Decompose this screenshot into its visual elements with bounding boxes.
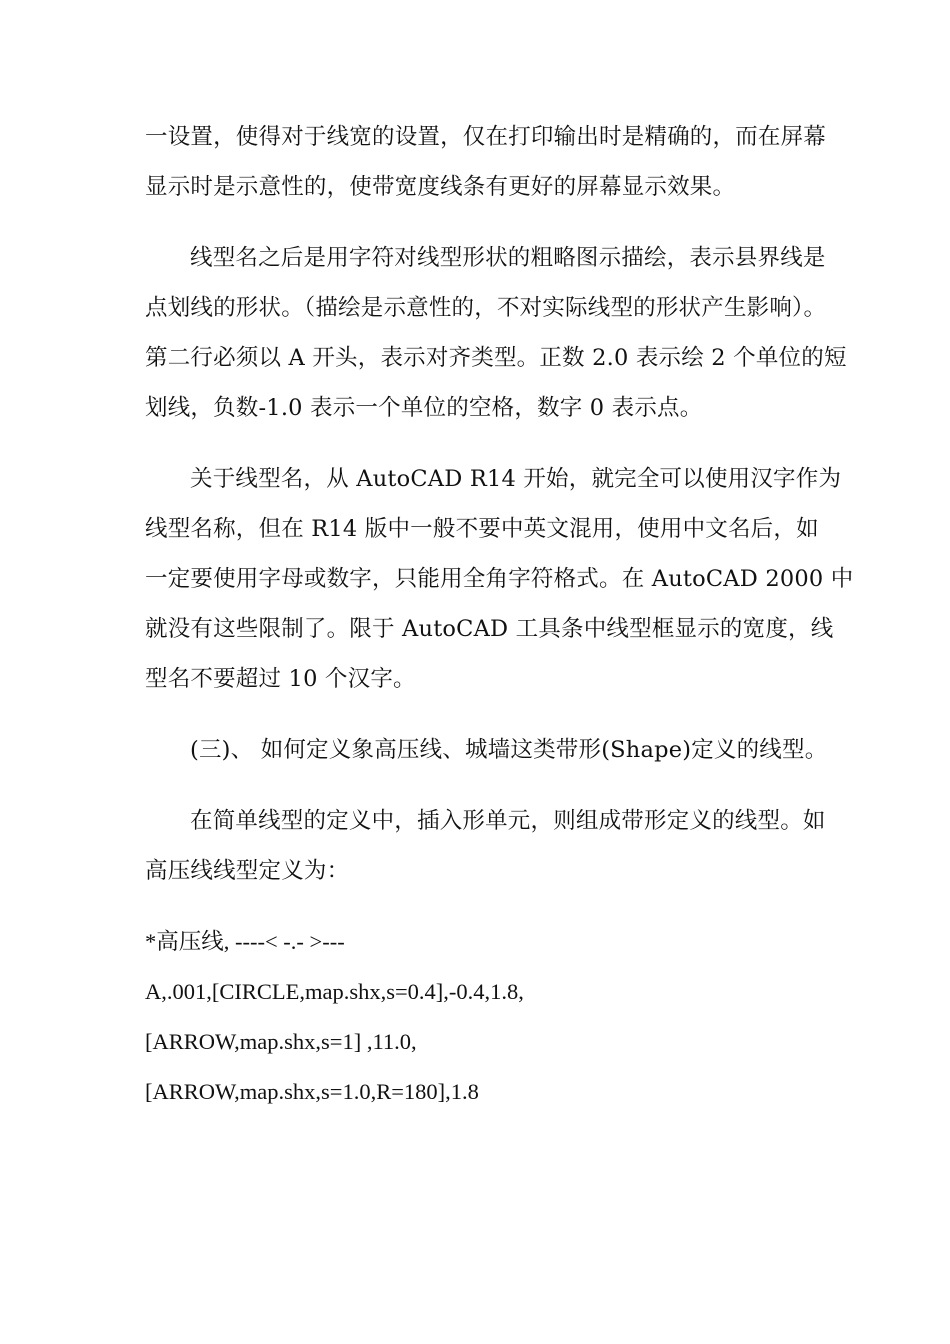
paragraph-2-line-2: 点划线的形状。（描绘是示意性的，不对实际线型的形状产生影响）。 [145,295,827,321]
code-line-2: A,.001,[CIRCLE,map.shx,s=0.4],-0.4,1.8, [145,979,524,1004]
paragraph-3-line-4: 就没有这些限制了。限于 AutoCAD 工具条中线型框显示的宽度，线 [145,616,834,642]
paragraph-3-line-5: 型名不要超过 10 个汉字。 [145,666,416,692]
paragraph-2-line-3: 第二行必须以 A 开头，表示对齐类型。正数 2.0 表示绘 2 个单位的短 [145,345,847,371]
paragraph-2-line-4: 划线，负数-1.0 表示一个单位的空格，数字 0 表示点。 [145,395,703,421]
paragraph-1-line-1: 一设置，使得对于线宽的设置，仅在打印输出时是精确的，而在屏幕 [145,124,827,150]
paragraph-3-line-1: 关于线型名，从 AutoCAD R14 开始，就完全可以使用汉字作为 [190,466,842,492]
code-line-4: [ARROW,map.shx,s=1.0,R=180],1.8 [145,1079,479,1104]
paragraph-3-line-2: 线型名称，但在 R14 版中一般不要中英文混用，使用中文名后，如 [145,516,819,542]
paragraph-3-line-3: 一定要使用字母或数字，只能用全角字符格式。在 AutoCAD 2000 中 [145,566,854,592]
code-line-3: [ARROW,map.shx,s=1] ,11.0, [145,1029,417,1054]
paragraph-1-line-2: 显示时是示意性的，使带宽度线条有更好的屏幕显示效果。 [145,174,736,200]
code-line-1: *高压线, ----< -.- >--- [145,929,345,954]
section-heading: (三)、 如何定义象高压线、城墙这类带形(Shape)定义的线型。 [190,737,828,763]
paragraph-2-line-1: 线型名之后是用字符对线型形状的粗略图示描绘，表示县界线是 [190,245,826,271]
paragraph-4-line-2: 高压线线型定义为： [145,858,350,884]
paragraph-4-line-1: 在简单线型的定义中，插入形单元，则组成带形定义的线型。如 [190,808,826,834]
